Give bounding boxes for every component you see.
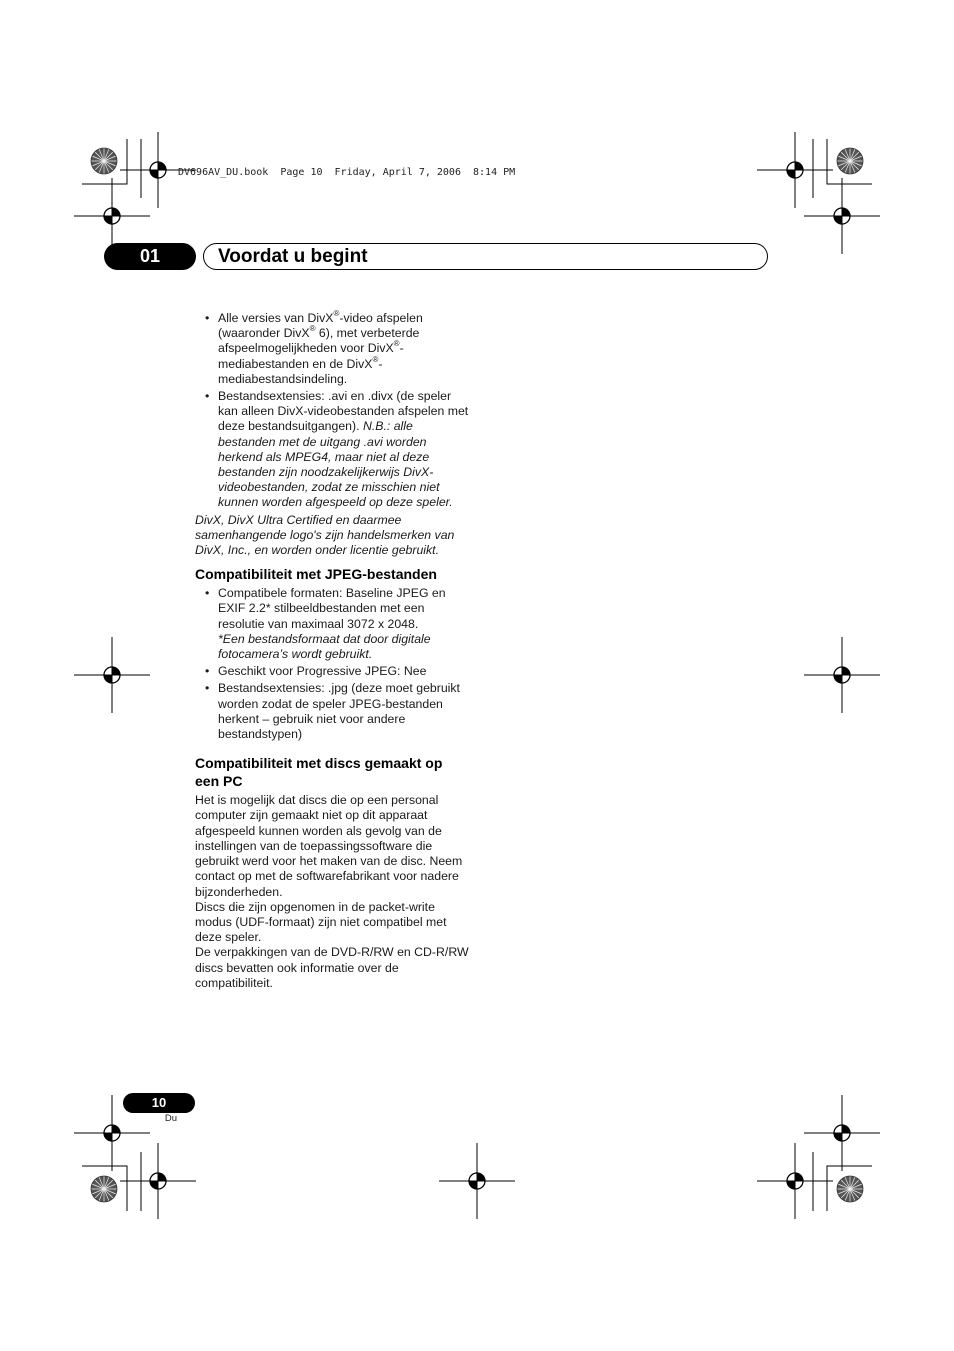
file-header: DV696AV_DU.book Page 10 Friday, April 7, 2006 8:14 PM	[178, 167, 516, 178]
jpeg-section-heading: Compatibiliteit met JPEG-bestanden	[195, 566, 437, 583]
main-content	[195, 311, 470, 991]
chapter-number-badge: 01	[104, 243, 196, 270]
chapter-title: Voordat u begint	[218, 246, 368, 267]
chapter-title-box	[203, 243, 768, 270]
pc-section-heading: Compatibiliteit met discs gemaakt op een PC	[195, 755, 443, 790]
list-item: • Bestandsextensies: .jpg (deze moet gebruikt worden zodat de speler JPEG-bestanden herkent – gebruik niet voor andere bestandstypen)	[195, 681, 470, 742]
pc-paragraph: De verpakkingen van de DVD-R/RW en CD-R/RW discs bevatten ook informatie over de compatibiliteit.	[195, 945, 469, 990]
list-item: • Bestandsextensies: .avi en .divx (de speler kan alleen DivX-videobestanden afspelen met deze bestandsuitgangen). N.B.: alle bestanden met de uitgang .avi worden herkend als MPEG4, maar niet al deze bestanden zijn noodzakelijkerwijs DivX-videobestanden, zodat ze misschien niet kunnen worden afgespeeld op deze speler.	[195, 389, 470, 511]
pc-paragraph: Discs die zijn opgenomen in de packet-write modus (UDF-formaat) zijn niet compatibel met deze speler.	[195, 899, 447, 945]
list-item: • Geschikt voor Progressive JPEG: Nee	[195, 664, 470, 679]
divx-bullet-list	[195, 311, 470, 511]
page-language-code: Du	[164, 1113, 178, 1124]
divx-trademark-note: DivX, DivX Ultra Certified en daarmee samenhangende logo's zijn handelsmerken van DivX, Inc., en worden onder licentie gebruikt.	[195, 512, 455, 558]
list-item: • Compatibele formaten: Baseline JPEG en EXIF 2.2* stilbeeldbestanden met een resolutie van maximaal 3072 x 2048. *Een bestandsformaat dat door digitale fotocamera’s wordt gebruikt.	[195, 586, 470, 662]
pc-paragraph: Het is mogelijk dat discs die op een personal computer zijn gemaakt niet op dit apparaat afgespeeld kunnen worden als gevolg van de instellingen van de toepassingssoftware die gebruikt werd voor het maken van de disc. Neem contact op met de softwarefabrikant voor nadere bijzonderheden.	[195, 793, 463, 899]
list-item: • Alle versies van DivX®-video afspelen (waaronder DivX® 6), met verbeterde afspeelmogelijkheden voor DivX®-mediabestanden en de DivX®-mediabestandsindeling.	[195, 311, 470, 387]
page-number-badge: 10	[123, 1093, 195, 1113]
jpeg-bullet-list	[195, 586, 470, 742]
